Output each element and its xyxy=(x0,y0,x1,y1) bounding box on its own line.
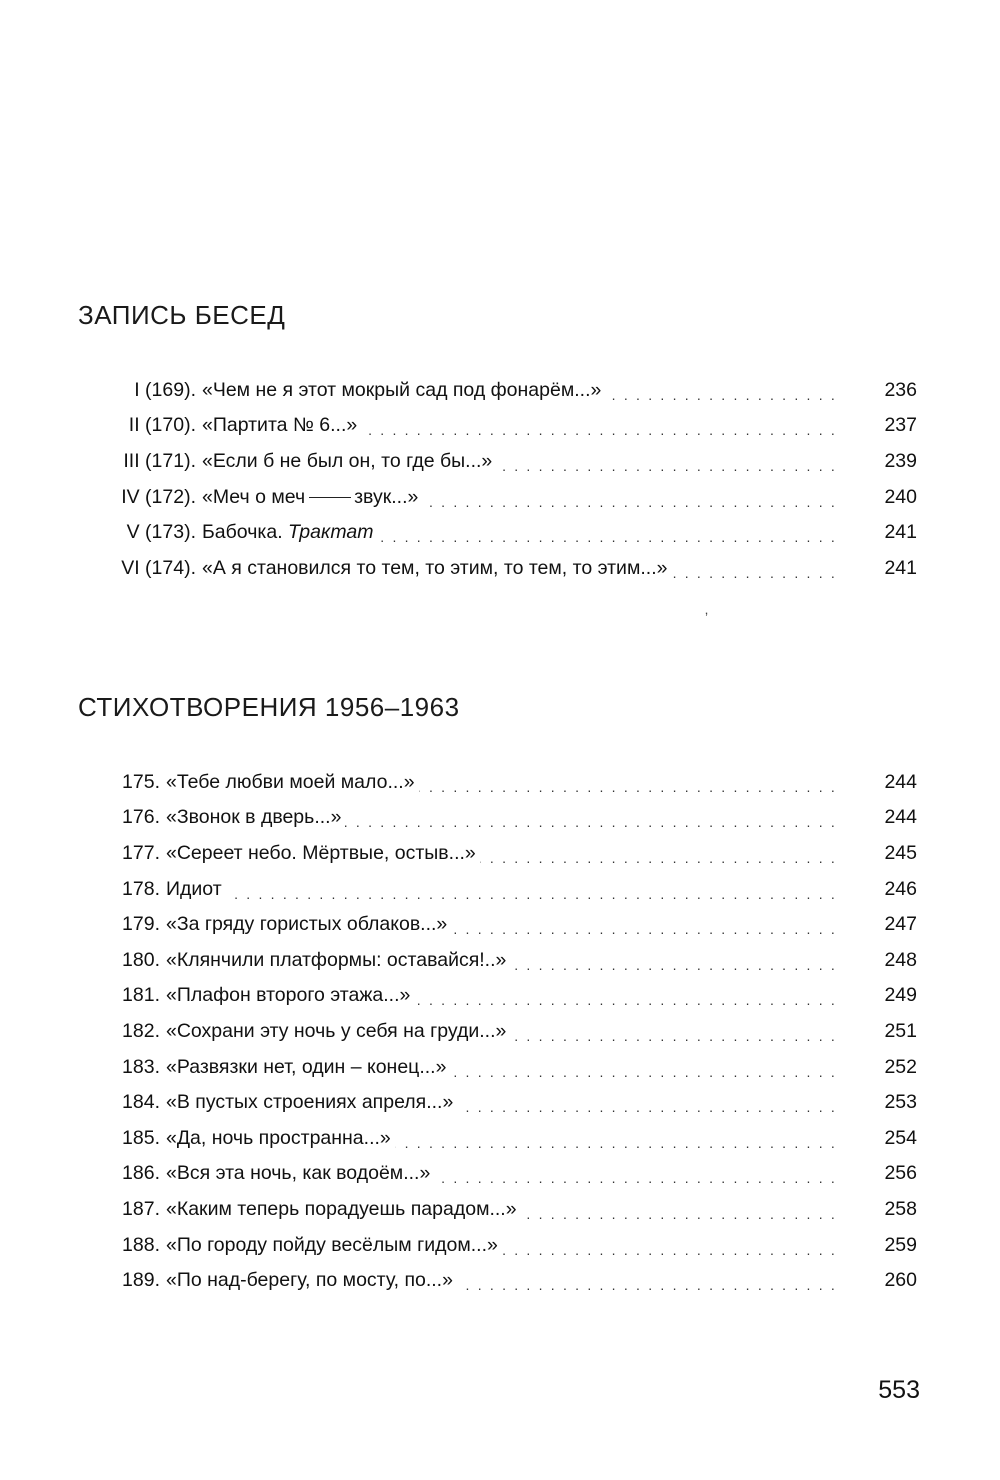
entry-title: «Сохрани эту ночь у себя на груди...» xyxy=(166,1019,507,1042)
em-dash-rule xyxy=(309,497,351,498)
toc-entry[interactable] xyxy=(0,1049,1000,1085)
entry-title xyxy=(202,520,374,544)
entry-page: 247 xyxy=(884,913,917,936)
toc-entry[interactable] xyxy=(0,871,1000,907)
dot-leader xyxy=(395,1131,837,1151)
entry-page: 251 xyxy=(884,1019,917,1042)
entry-title: «Чем не я этот мокрый сад под фонарём...» xyxy=(202,378,602,401)
entry-page: 260 xyxy=(884,1269,917,1292)
entry-title: «Если б не был он, то где бы...» xyxy=(202,449,493,472)
entry-title: «Плафон второго этажа...» xyxy=(166,984,411,1007)
entry-number: 176. xyxy=(122,806,160,829)
entry-page: 241 xyxy=(884,521,917,544)
toc-entry[interactable] xyxy=(0,1013,1000,1049)
entry-number: 185. xyxy=(122,1126,160,1149)
toc-entry[interactable] xyxy=(0,1227,1000,1263)
entry-page: 252 xyxy=(884,1055,917,1078)
entry-number: 179. xyxy=(122,913,160,936)
dot-leader xyxy=(510,1024,837,1044)
dot-leader xyxy=(671,561,837,581)
entry-title-part: «Меч о меч xyxy=(202,485,306,508)
section-title-conversations: ЗАПИСЬ БЕСЕД xyxy=(78,300,286,330)
toc-entry[interactable] xyxy=(0,835,1000,871)
entry-title: «Да, ночь пространна...» xyxy=(166,1126,391,1149)
entry-page: 244 xyxy=(884,806,917,829)
toc-entry[interactable] xyxy=(0,550,1000,586)
entry-number: V (173). xyxy=(126,521,196,544)
entry-page: 254 xyxy=(884,1126,917,1149)
entry-number: II (170). xyxy=(128,414,196,437)
entry-title: «Клянчили платформы: оставайся!..» xyxy=(166,948,507,971)
toc-entry[interactable] xyxy=(0,1156,1000,1192)
entry-number: 184. xyxy=(122,1091,160,1114)
entry-title: «Тебе любви моей мало...» xyxy=(166,770,415,793)
entry-number: I (169). xyxy=(134,378,196,401)
entry-page: 258 xyxy=(884,1197,917,1220)
dot-leader xyxy=(510,953,837,973)
dot-leader xyxy=(434,1166,837,1186)
entry-title: «По над-берегу, по мосту, по...» xyxy=(166,1269,453,1292)
entry-title: «Сереет небо. Мёртвые, остыв...» xyxy=(166,841,476,864)
entry-title: «Партита № 6...» xyxy=(202,414,358,437)
entry-number: IV (172). xyxy=(121,485,196,508)
entry-number: 183. xyxy=(122,1055,160,1078)
dot-leader xyxy=(496,454,837,474)
entry-title: «Развязки нет, один – конец...» xyxy=(166,1055,447,1078)
dot-leader xyxy=(226,882,837,902)
entry-number: 182. xyxy=(122,1019,160,1042)
entry-page: 236 xyxy=(884,378,917,401)
section-title-poems: СТИХОТВОРЕНИЯ 1956–1963 xyxy=(78,692,460,722)
dot-leader xyxy=(414,988,837,1008)
entry-page: 237 xyxy=(884,414,917,437)
entry-title: «По городу пойду весёлым гидом...» xyxy=(166,1233,498,1256)
entry-page: 244 xyxy=(884,770,917,793)
toc-entry[interactable] xyxy=(0,978,1000,1014)
entry-page: 245 xyxy=(884,841,917,864)
entry-title: «В пустых строениях апреля...» xyxy=(166,1091,454,1114)
entry-title: Идиот xyxy=(166,877,222,900)
entry-page: 248 xyxy=(884,948,917,971)
dot-leader xyxy=(378,525,837,545)
dot-leader xyxy=(361,418,837,438)
entry-page: 256 xyxy=(884,1162,917,1185)
toc-entry[interactable] xyxy=(0,1191,1000,1227)
entry-page: 246 xyxy=(884,877,917,900)
entry-title: «За гряду гористых облаков...» xyxy=(166,913,448,936)
dot-leader xyxy=(450,1060,837,1080)
entry-number: 189. xyxy=(122,1269,160,1292)
entry-title-part: звук...» xyxy=(354,485,419,508)
entry-title-italic: Трактат xyxy=(288,521,374,544)
stray-print-mark: ʼ xyxy=(705,610,709,626)
toc-entry[interactable] xyxy=(0,1084,1000,1120)
entry-page: 253 xyxy=(884,1091,917,1114)
dot-leader xyxy=(502,1238,837,1258)
entry-title: «Звонок в дверь...» xyxy=(166,806,342,829)
entry-page: 249 xyxy=(884,984,917,1007)
entry-title: «А я становился то тем, то этим, то тем, то этим...» xyxy=(202,556,668,579)
toc-list-poems xyxy=(0,764,1000,1298)
entry-number: 188. xyxy=(122,1233,160,1256)
dot-leader xyxy=(457,1095,837,1115)
dot-leader xyxy=(521,1202,837,1222)
toc-entry[interactable] xyxy=(0,443,1000,479)
entry-number: 186. xyxy=(122,1162,160,1185)
toc-list-conversations xyxy=(0,372,1000,586)
entry-page: 240 xyxy=(884,485,917,508)
entry-title: «Каким теперь порадуешь парадом...» xyxy=(166,1197,517,1220)
toc-entry[interactable] xyxy=(0,408,1000,444)
toc-entry[interactable] xyxy=(0,800,1000,836)
dot-leader xyxy=(345,810,837,830)
entry-number: 180. xyxy=(122,948,160,971)
entry-page: 259 xyxy=(884,1233,917,1256)
entry-page: 241 xyxy=(884,556,917,579)
dot-leader xyxy=(419,775,837,795)
entry-title-part: Бабочка. xyxy=(202,521,283,544)
dot-leader xyxy=(422,490,837,510)
toc-entry[interactable] xyxy=(0,1120,1000,1156)
entry-number: 177. xyxy=(122,841,160,864)
toc-entry[interactable] xyxy=(0,479,1000,515)
toc-entry[interactable] xyxy=(0,906,1000,942)
entry-title xyxy=(202,485,418,509)
toc-entry[interactable] xyxy=(0,1262,1000,1298)
entry-page: 239 xyxy=(884,449,917,472)
entry-number: 178. xyxy=(122,877,160,900)
entry-number: 181. xyxy=(122,984,160,1007)
page-number: 553 xyxy=(878,1376,920,1404)
dot-leader xyxy=(457,1273,837,1293)
entry-title: «Вся эта ночь, как водоём...» xyxy=(166,1162,431,1185)
entry-number: 175. xyxy=(122,770,160,793)
dot-leader xyxy=(605,383,837,403)
toc-entry[interactable] xyxy=(0,942,1000,978)
toc-entry[interactable] xyxy=(0,764,1000,800)
toc-entry[interactable] xyxy=(0,514,1000,550)
entry-number: VI (174). xyxy=(121,556,196,579)
entry-number: 187. xyxy=(122,1197,160,1220)
entry-number: III (171). xyxy=(123,449,196,472)
toc-entry[interactable] xyxy=(0,372,1000,408)
dot-leader xyxy=(480,846,837,866)
dot-leader xyxy=(451,917,837,937)
